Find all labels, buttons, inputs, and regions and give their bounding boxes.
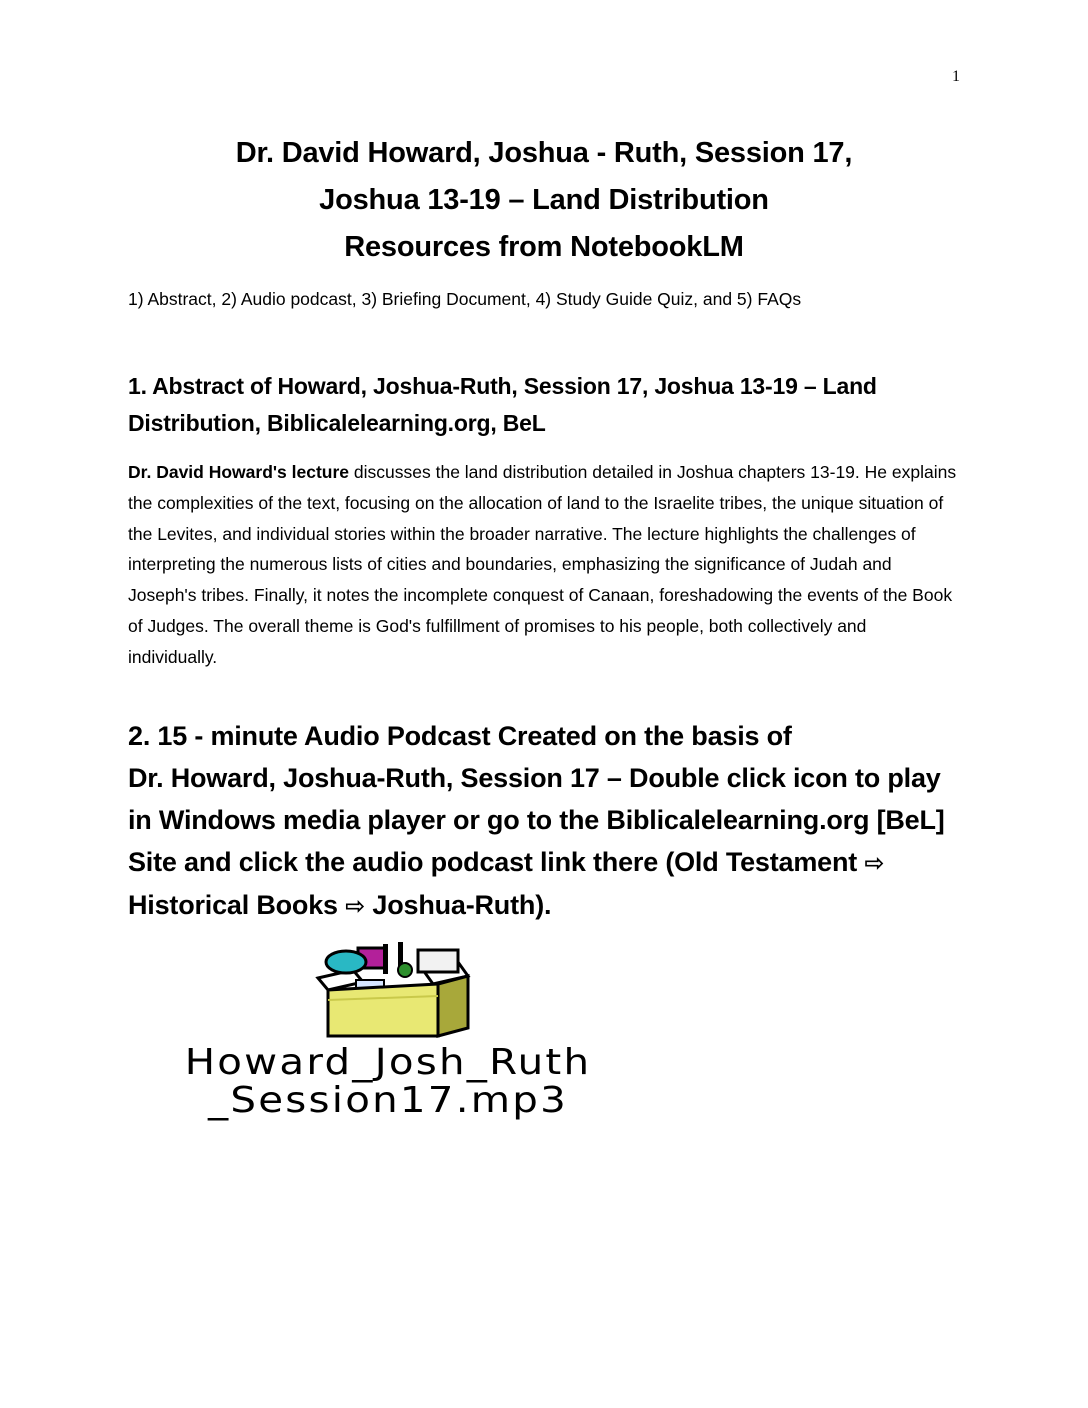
- abstract-body: discusses the land distribution detailed in Joshua chapters 13-19. He explains the complexities of the text, focusing on the allocation of land to the Israelite tribes, the unique situation of the Levites, and individual stories within the broader narrative. The lecture highlights the challenges of interpreting the numerous lists of cities and boundaries, emphasizing the significance of Judah and Joseph's tribes. Finally, it notes the incomplete conquest of Canaan, foreshadowing the events of the Book of Judges. The overall theme is God's fulfillment of promises to his people, both collectively and individually.: [128, 462, 957, 667]
- section2-heading-rest: [128, 757, 968, 927]
- attachment-filename[interactable]: Howard_Josh_Ruth _Session17.mp3: [184, 1042, 592, 1121]
- section2-heading-line1: 2. 15 - minute Audio Podcast Created on the basis of: [128, 721, 792, 751]
- contents-line: 1) Abstract, 2) Audio podcast, 3) Briefing Document, 4) Study Guide Quiz, and 5) FAQs: [128, 289, 802, 309]
- section1-heading: 1. Abstract of Howard, Joshua-Ruth, Session 17, Joshua 13-19 – Land Distribution, Biblicalelearning.org, BeL: [128, 373, 877, 436]
- audio-attachment[interactable]: [128, 940, 648, 1130]
- abstract-lead: Dr. David Howard's lecture: [128, 462, 350, 482]
- page-number: 1: [952, 68, 960, 85]
- abstract-paragraph: [128, 457, 960, 673]
- package-icon[interactable]: [308, 940, 478, 1040]
- title-line-2: Joshua 13-19 – Land Distribution: [319, 184, 769, 216]
- arrow-right-icon: ⇨: [345, 892, 366, 920]
- section2-heading-text: Dr. Howard, Joshua-Ruth, Session 17 – Double click icon to play in Windows media player or go to the Biblicalelearning.org [BeL] Site and click the audio podcast link there (Old Testament: [128, 763, 945, 877]
- title-line-1: Dr. David Howard, Joshua - Ruth, Session 17,: [235, 137, 853, 169]
- arrow-right-icon: ⇨: [864, 849, 885, 877]
- document-title: [128, 130, 960, 271]
- title-line-3: Resources from NotebookLM: [344, 231, 744, 263]
- crumb-historical-books: Historical Books: [128, 890, 346, 920]
- section2-heading: [128, 715, 968, 927]
- crumb-joshua-ruth: Joshua-Ruth).: [365, 890, 552, 920]
